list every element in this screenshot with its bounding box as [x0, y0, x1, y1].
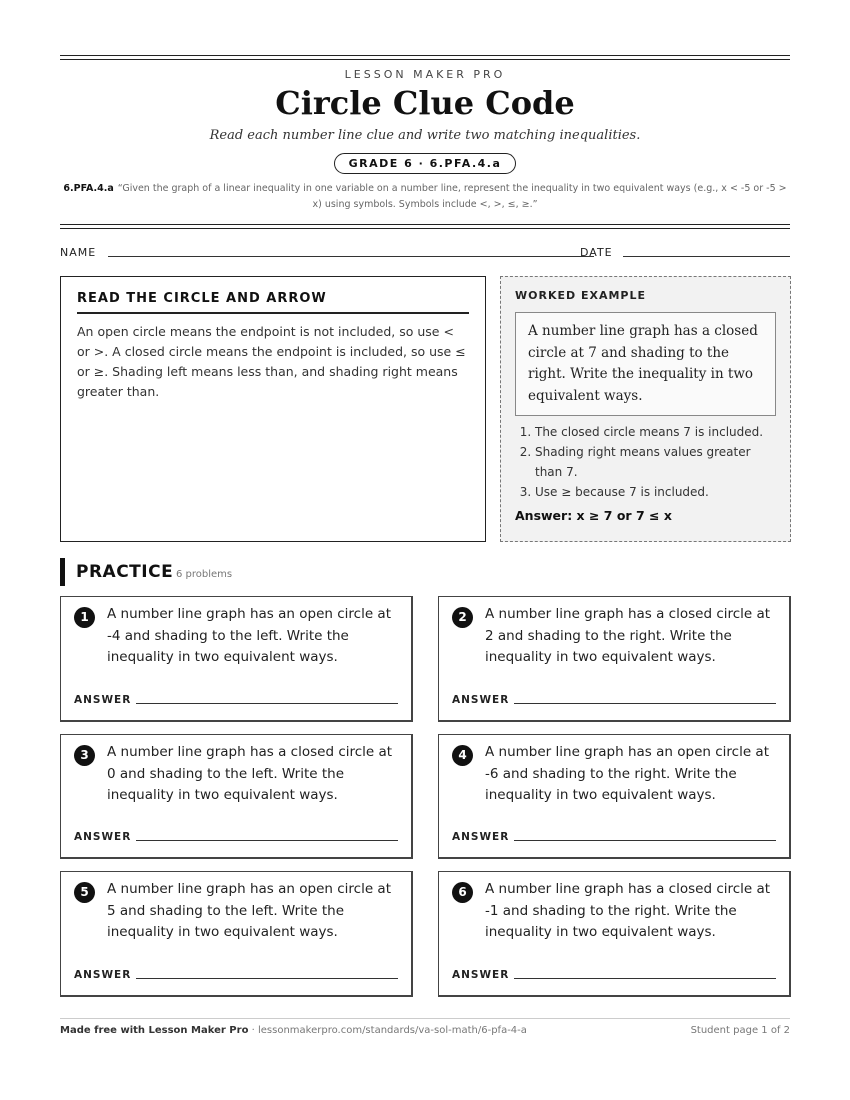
- problem-card-5: [60, 871, 413, 997]
- worked-example-heading: WORKED EXAMPLE: [515, 289, 646, 302]
- problem-number: 3: [74, 745, 95, 766]
- worked-step: 2. Shading right means values greater than 7.: [535, 442, 776, 482]
- page-subtitle: Read each number line clue and write two matching inequalities.: [209, 128, 641, 143]
- problem-number: 6: [452, 882, 473, 903]
- problem-text: A number line graph has an open circle at -6 and shading to the right. Write the inequality in two equivalent ways.: [485, 744, 769, 803]
- answer-field[interactable]: [136, 840, 398, 841]
- problem-card-1: [60, 596, 413, 722]
- worked-example-box: [500, 276, 791, 542]
- worked-example-answer: Answer: x ≥ 7 or 7 ≤ x: [515, 508, 672, 523]
- worked-step: 1. The closed circle means 7 is included.: [535, 422, 776, 442]
- problem-text: A number line graph has a closed circle at 0 and shading to the left. Write the inequality in two equivalent ways.: [107, 744, 393, 803]
- problem-text: A number line graph has an open circle at 5 and shading to the left. Write the inequality in two equivalent ways.: [107, 881, 391, 940]
- top-rule: [60, 55, 790, 56]
- answer-label: ANSWER: [452, 694, 510, 706]
- problem-text: A number line graph has a closed circle at 2 and shading to the right. Write the inequality in two equivalent ways.: [485, 606, 771, 665]
- problem-card-4: [438, 734, 791, 859]
- practice-count: 6 problems: [176, 569, 233, 580]
- practice-title: PRACTICE: [76, 562, 174, 582]
- grade-badge: GRADE 6 · 6.PFA.4.a: [334, 153, 517, 174]
- standard-description: [60, 181, 790, 213]
- divider-rule: [60, 224, 790, 225]
- problem-card-2: [438, 596, 791, 722]
- footer-url[interactable]: · lessonmakerpro.com/standards/va-sol-math/6-pfa-4-a: [248, 1025, 527, 1036]
- footer-page-number: Student page 1 of 2: [690, 1025, 790, 1036]
- problem-card-3: [60, 734, 413, 859]
- answer-label: ANSWER: [452, 969, 510, 981]
- answer-field[interactable]: [514, 703, 776, 704]
- answer-field[interactable]: [136, 978, 398, 979]
- date-field[interactable]: [623, 256, 790, 257]
- name-field[interactable]: [108, 256, 594, 257]
- read-box-heading: READ THE CIRCLE AND ARROW: [77, 291, 469, 314]
- read-circle-box: [60, 276, 486, 542]
- grade-badge-wrap: [60, 152, 790, 174]
- read-box-body: An open circle means the endpoint is not included, so use < or >. A closed circle means the endpoint is included, so use ≤ or ≥. Shading left means less than, and shading right means greater than.: [77, 324, 466, 399]
- brand-name: LESSON MAKER PRO: [344, 68, 506, 81]
- problem-card-6: [438, 871, 791, 997]
- standard-code: 6.PFA.4.a: [63, 183, 114, 194]
- worked-step: 3. Use ≥ because 7 is included.: [535, 482, 776, 502]
- problem-text: A number line graph has an open circle at -4 and shading to the left. Write the inequality in two equivalent ways.: [107, 606, 391, 665]
- top-rule: [60, 59, 790, 60]
- answer-label: ANSWER: [74, 694, 132, 706]
- worked-example-steps: [515, 422, 776, 502]
- practice-accent-bar: [60, 558, 65, 586]
- worked-example-problem: A number line graph has a closed circle at 7 and shading to the right. Write the inequality in two equivalent ways.: [515, 312, 776, 416]
- practice-header: [60, 558, 790, 586]
- name-date-row: [60, 246, 790, 260]
- problem-number: 1: [74, 607, 95, 628]
- answer-field[interactable]: [514, 840, 776, 841]
- problem-text: A number line graph has a closed circle at -1 and shading to the right. Write the inequality in two equivalent ways.: [485, 881, 771, 940]
- problem-number: 2: [452, 607, 473, 628]
- answer-field[interactable]: [136, 703, 398, 704]
- answer-label: ANSWER: [74, 969, 132, 981]
- footer-credit: [60, 1025, 527, 1036]
- name-label: NAME: [60, 246, 97, 259]
- divider-rule: [60, 228, 790, 229]
- problem-number: 5: [74, 882, 95, 903]
- footer-made-with: Made free with Lesson Maker Pro: [60, 1025, 249, 1036]
- page-title: Circle Clue Code: [275, 84, 575, 122]
- answer-field[interactable]: [514, 978, 776, 979]
- problem-number: 4: [452, 745, 473, 766]
- footer-rule: [60, 1018, 790, 1019]
- date-label: DATE: [580, 246, 613, 259]
- standard-text: “Given the graph of a linear inequality in one variable on a number line, represent the inequality in two equivalent ways (e.g., x < -5 or -5 > x) using symbols. Symbols include <, >, ≤, ≥.”: [117, 183, 787, 210]
- answer-label: ANSWER: [74, 831, 132, 843]
- answer-label: ANSWER: [452, 831, 510, 843]
